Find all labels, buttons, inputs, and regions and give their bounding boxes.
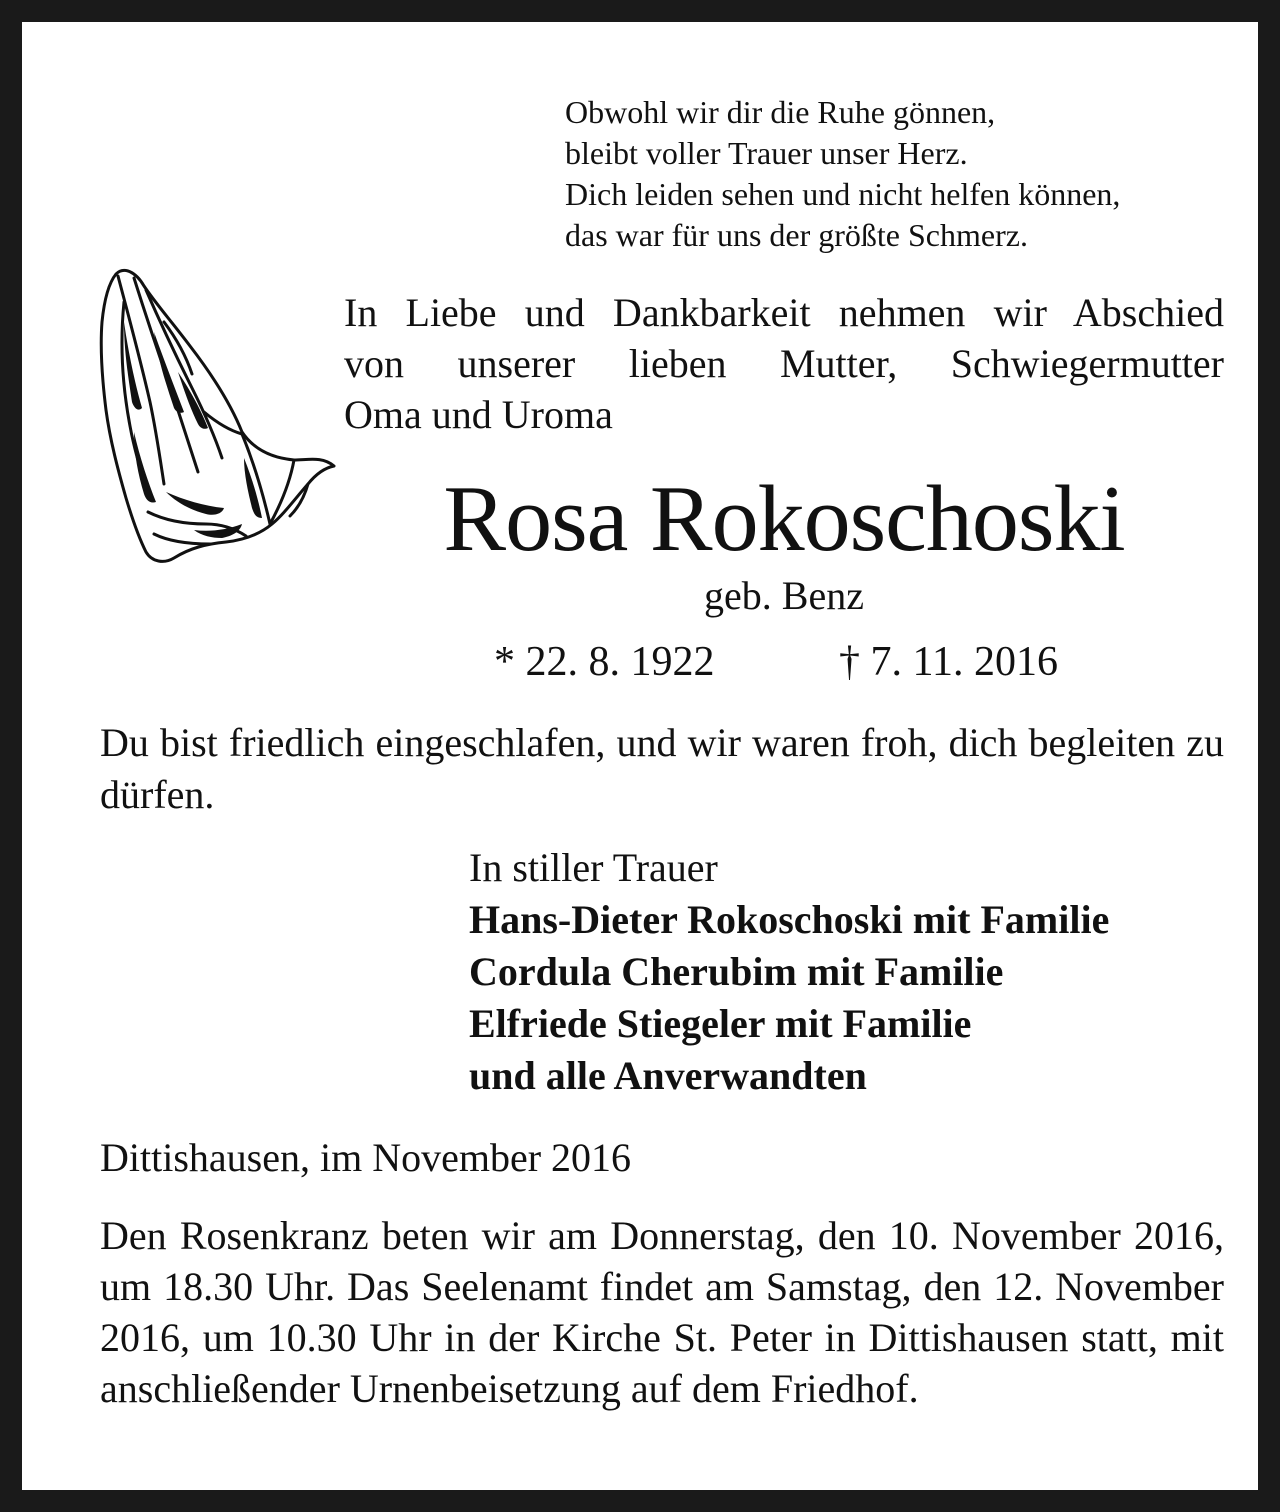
poem-line: das war für uns der größte Schmerz. bbox=[565, 217, 1028, 253]
place-date: Dittishausen, im November 2016 bbox=[100, 1135, 632, 1180]
poem-line: bleibt voller Trauer unser Herz. bbox=[565, 135, 968, 171]
birth-date: * 22. 8. 1922 bbox=[494, 639, 715, 685]
intro-text bbox=[344, 287, 1224, 440]
poem-line: Obwohl wir dir die Ruhe gönnen, bbox=[565, 94, 996, 130]
intro-line: In Liebe und Dankbarkeit nehmen wir Abschied bbox=[344, 290, 1224, 335]
mourner-name: Cordula Cherubim mit Familie bbox=[469, 949, 1004, 994]
mourner-name: Elfriede Stiegeler mit Familie bbox=[469, 1001, 972, 1046]
deceased-name: Rosa Rokoschoski bbox=[443, 467, 1125, 571]
mourner-name: und alle Anverwandten bbox=[469, 1053, 867, 1098]
service-details: Den Rosenkranz beten wir am Donnerstag, den 10. November 2016, um 18.30 Uhr. Das Seelenamt findet am Samstag, den 12. November 2016, um 10.30 Uhr in der Kirche St. Peter in Dittishausen statt, mit anschließender Urnenbeisetzung auf dem Friedhof. bbox=[100, 1213, 1224, 1411]
praying-hands-icon bbox=[94, 262, 344, 572]
mourners-heading: In stiller Trauer bbox=[469, 845, 718, 890]
death-date: † 7. 11. 2016 bbox=[839, 639, 1058, 685]
mourners-block bbox=[469, 842, 1229, 1102]
farewell-text: Du bist friedlich eingeschlafen, und wir waren froh, dich begleiten zu dürfen. bbox=[100, 720, 1224, 817]
intro-line: Oma und Uroma bbox=[344, 392, 613, 437]
intro-line: von unserer lieben Mutter, Schwiegermutter bbox=[344, 341, 1224, 386]
memorial-poem bbox=[565, 92, 1245, 256]
mourner-name: Hans-Dieter Rokoschoski mit Familie bbox=[469, 897, 1110, 942]
poem-line: Dich leiden sehen und nicht helfen können, bbox=[565, 176, 1121, 212]
maiden-name: geb. Benz bbox=[704, 573, 864, 618]
